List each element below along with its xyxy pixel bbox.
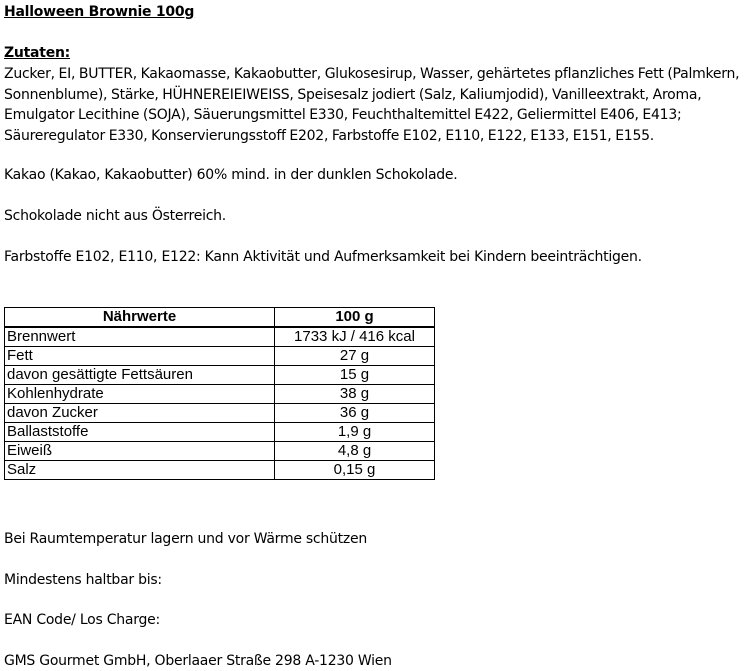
nutrient-label: davon Zucker	[5, 404, 275, 423]
nutrient-value: 4,8 g	[275, 442, 435, 461]
ingredients-heading: Zutaten:	[4, 45, 71, 61]
nutrition-table	[4, 307, 435, 480]
table-row	[5, 423, 435, 442]
nutrition-table-header-row	[5, 308, 435, 328]
table-row	[5, 385, 435, 404]
table-row	[5, 404, 435, 423]
nutrient-value: 0,15 g	[275, 461, 435, 480]
nutrition-header-label: Nährwerte	[5, 308, 275, 328]
origin-note: Schokolade nicht aus Österreich.	[4, 208, 226, 224]
nutrient-value: 1733 kJ / 416 kcal	[275, 327, 435, 347]
nutrition-header-value: 100 g	[275, 308, 435, 328]
nutrient-value: 38 g	[275, 385, 435, 404]
product-title: Halloween Brownie 100g	[4, 4, 195, 20]
table-row	[5, 461, 435, 480]
nutrient-label: Brennwert	[5, 327, 275, 347]
nutrient-value: 15 g	[275, 366, 435, 385]
table-row	[5, 327, 435, 347]
storage-note: Bei Raumtemperatur lagern und vor Wärme schützen	[4, 531, 367, 547]
nutrient-label: davon gesättigte Fettsäuren	[5, 366, 275, 385]
nutrient-label: Salz	[5, 461, 275, 480]
table-row	[5, 366, 435, 385]
warning-note: Farbstoffe E102, E110, E122: Kann Aktivität und Aufmerksamkeit bei Kindern beeinträchtigen.	[4, 249, 642, 265]
ean-label: EAN Code/ Los Charge:	[4, 612, 160, 628]
ingredients-text: Zucker, EI, BUTTER, Kakaomasse, Kakaobutter, Glukosesirup, Wasser, gehärtetes pflanzliches Fett (Palmkern, Sonnenblume), Stärke, HÜHNEREIEIWEISS, Speisesalz jodiert (Salz, Kaliumjodid), Vanilleextrakt, Aroma, Emulgator Lecithine (SOJA), Säuerungsmittel E330, Feuchthaltemittel E422, Geliermittel E406, E413; Säureregulator E330, Konservierungsstoff E202, Farbstoffe E102, E110, E122, E133, E151, E155.	[4, 66, 740, 144]
cocoa-note: Kakao (Kakao, Kakaobutter) 60% mind. in der dunklen Schokolade.	[4, 167, 458, 183]
nutrient-label: Fett	[5, 347, 275, 366]
nutrient-label: Kohlenhydrate	[5, 385, 275, 404]
nutrient-value: 1,9 g	[275, 423, 435, 442]
nutrient-value: 27 g	[275, 347, 435, 366]
nutrient-label: Ballaststoffe	[5, 423, 275, 442]
company-line: GMS Gourmet GmbH, Oberlaaer Straße 298 A-1230 Wien	[4, 653, 392, 669]
nutrient-label: Eiweiß	[5, 442, 275, 461]
table-row	[5, 442, 435, 461]
nutrient-value: 36 g	[275, 404, 435, 423]
best-before-label: Mindestens haltbar bis:	[4, 572, 162, 588]
table-row	[5, 347, 435, 366]
